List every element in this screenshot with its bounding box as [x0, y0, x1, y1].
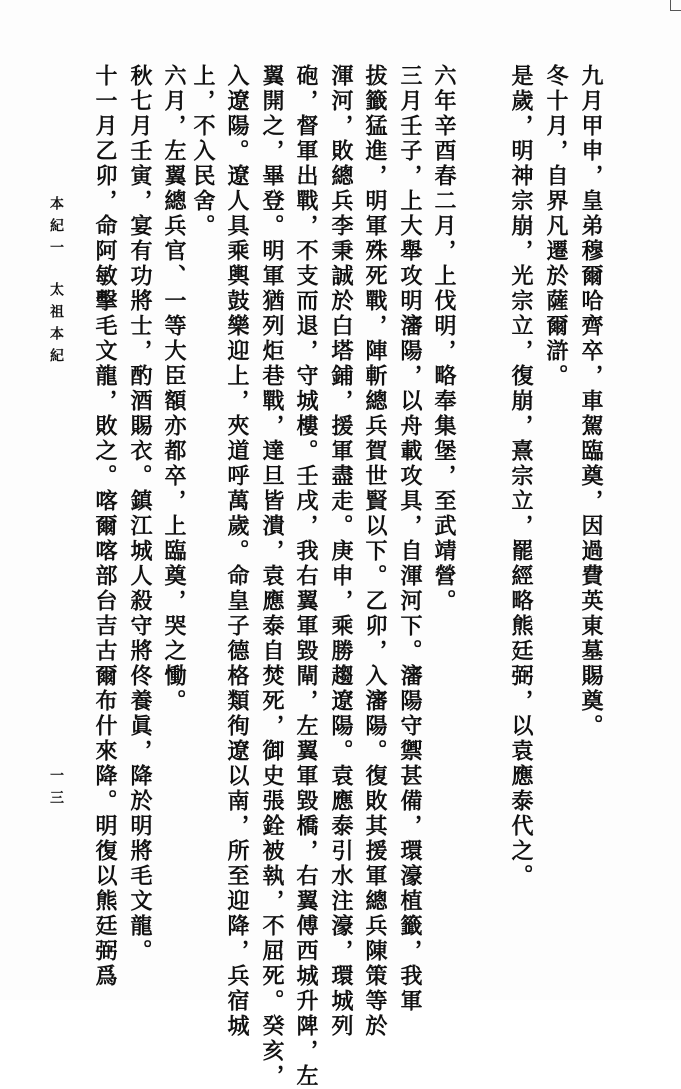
text-column-8: 砲，督軍出戰，不支而退，守城樓。壬戌，我右翼軍毀閘，左翼軍毀橋，右翼傅西城升陴，左 — [293, 64, 319, 1089]
text-column-2: 冬十月，自界凡遷於薩爾滸。 — [543, 64, 569, 389]
text-column-6: 拔籤猛進，明軍殊死戰，陣斬總兵賀世賢以下。乙卯，入瀋陽。復敗其援軍總兵陳策等於 — [362, 64, 388, 1039]
text-column-1: 九月甲申，皇弟穆爾哈齊卒，車駕臨奠，因過費英東墓賜奠。 — [578, 64, 604, 739]
text-column-11: 上，不入民舍。 — [190, 64, 216, 239]
text-column-13: 秋七月壬寅，宴有功將士，酌酒賜衣。鎮江城人殺守將佟養眞，降於明將毛文龍。 — [127, 64, 153, 964]
text-column-10: 入遼陽。遼人具乘輿鼓樂迎上，夾道呼萬歲。命皇子德格類徇遼以南，所至迎降，兵宿城 — [224, 64, 250, 1039]
page-number: 一三 — [48, 768, 64, 812]
text-column-4: 六年辛酉春二月，上伐明，略奉集堡，至武靖營。 — [431, 64, 457, 614]
margin-chapter: 本紀一 — [48, 196, 64, 262]
text-column-9: 翼開之，畢登。明軍猶列炬巷戰，達旦皆潰，袁應泰自焚死，御史張銓被執，不屈死。癸亥， — [259, 64, 285, 1089]
text-column-5: 三月壬子，上大舉攻明瀋陽，以舟載攻具，自渾河下。瀋陽守禦甚備，環濠植籤，我軍 — [397, 64, 423, 1014]
text-column-7: 渾河，敗總兵李秉誠於白塔鋪，援軍盡走。庚申，乘勝趨遼陽。袁應泰引水注濠，環城列 — [328, 64, 354, 1039]
corner-crop-mark — [670, 0, 681, 11]
margin-title: 太祖本紀 — [48, 282, 64, 370]
text-column-3: 是歲，明神宗崩，光宗立，復崩，熹宗立，罷經略熊廷弼，以袁應泰代之。 — [508, 64, 534, 889]
text-column-14: 十一月乙卯，命阿敏擊毛文龍，敗之。喀爾喀部台吉古爾布什來降。明復以熊廷弼爲 — [92, 64, 118, 989]
text-column-12: 六月，左翼總兵官、一等大臣額亦都卒，上臨奠，哭之慟。 — [161, 64, 187, 714]
